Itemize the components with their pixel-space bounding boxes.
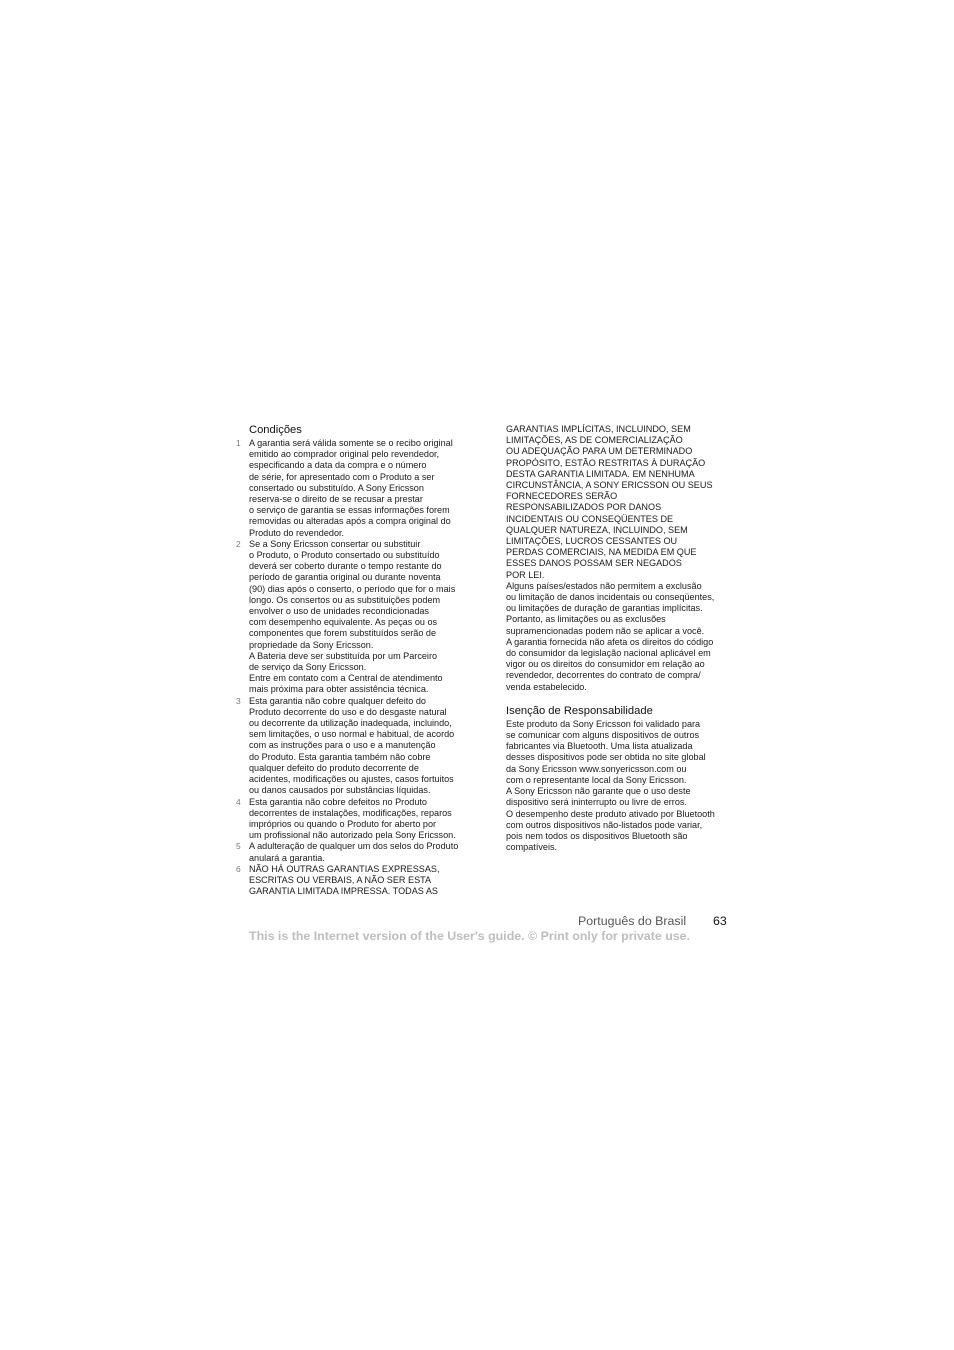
text-line: do consumidor da legislação nacional aplicável em: [506, 648, 711, 659]
text-line: mais próxima para obter assistência técnica.: [249, 684, 429, 695]
text-line: Esta garantia não cobre defeitos no Produto: [249, 796, 427, 807]
text-line: emitido ao comprador original pelo revendedor,: [249, 449, 440, 460]
text-line: dispositivo será ininterrupto ou livre de erros.: [506, 797, 687, 808]
text-line: com outros dispositivos não-listados pode variar,: [506, 819, 703, 830]
text-line: Se a Sony Ericsson consertar ou substituir: [249, 538, 421, 549]
condition-item-4: [236, 797, 476, 842]
item-number: 4: [236, 796, 241, 807]
item-number: 6: [236, 863, 241, 874]
section-heading-disclaimer: Isenção de Responsabilidade: [506, 704, 653, 717]
text-line: ou decorrente da utilização inadequada, incluindo,: [249, 718, 452, 729]
condition-item-2: [236, 539, 476, 696]
condition-item-3: [236, 696, 476, 797]
item-number: 1: [236, 438, 241, 448]
text-line: ESCRITAS OU VERBAIS, A NÃO SER ESTA: [249, 874, 432, 885]
text-line: período de garantia original ou durante noventa: [249, 572, 441, 583]
text-line: propriedade da Sony Ericsson.: [249, 639, 374, 650]
text-line: RESPONSABILIZADOS POR DANOS: [506, 502, 662, 513]
conditions-list: [236, 438, 476, 897]
text-line: PERDAS COMERCIAIS, NA MEDIDA EM QUE: [506, 547, 697, 558]
text-line: (90) dias após o conserto, o período que for o mais: [249, 583, 456, 594]
text-line: com desempenho equivalente. As peças ou os: [249, 617, 438, 628]
text-line: componentes que forem substituídos serão de: [249, 628, 437, 639]
condition-item-1: [236, 438, 476, 539]
warranty-continuation-paragraph: [506, 424, 734, 581]
text-line: QUALQUER NATUREZA, INCLUINDO, SEM: [506, 524, 688, 535]
text-line: GARANTIAS IMPLÍCITAS, INCLUINDO, SEM: [506, 424, 691, 434]
footer-language: Português do Brasil: [578, 914, 687, 928]
text-line: desses dispositivos pode ser obtida no site global: [506, 752, 706, 763]
item-number: 3: [236, 695, 241, 706]
text-line: se comunicar com alguns dispositivos de outros: [506, 730, 700, 741]
text-line: Entre em contato com a Central de atendimento: [249, 673, 443, 684]
text-line: da Sony Ericsson www.sonyericsson.com ou: [506, 763, 687, 774]
text-line: A garantia fornecida não afeta os direitos do código: [506, 636, 714, 647]
text-line: anulará a garantia.: [249, 852, 325, 863]
text-line: Esta garantia não cobre qualquer defeito do: [249, 695, 426, 706]
text-line: ou limitação de danos incidentais ou conseqüentes,: [506, 592, 715, 603]
text-line: um profissional não autorizado pela Sony Ericsson.: [249, 830, 456, 841]
condition-item-6: [236, 864, 476, 898]
text-line: com as instruções para o uso e a manutenção: [249, 740, 436, 751]
disclaimer-paragraph: [506, 719, 734, 853]
text-line: acidentes, modificações ou ajustes, casos fortuitos: [249, 774, 454, 785]
text-line: o serviço de garantia se essas informações forem: [249, 505, 450, 516]
text-line: envolver o uso de unidades recondicionadas: [249, 606, 429, 617]
text-line: vigor ou os direitos do consumidor em relação ao: [506, 659, 705, 670]
text-line: consertado ou substituído. A Sony Ericsson: [249, 482, 424, 493]
text-line: deverá ser coberto durante o tempo restante do: [249, 561, 442, 572]
item-number: 2: [236, 538, 241, 549]
text-line: o Produto, o Produto consertado ou substituído: [249, 550, 440, 561]
text-line: longo. Os consertos ou as substituições podem: [249, 594, 441, 605]
text-line: decorrentes de instalações, modificações, reparos: [249, 807, 452, 818]
text-line: com o representante local da Sony Ericsson.: [506, 774, 687, 785]
text-line: pois nem todos os dispositivos Bluetooth são: [506, 830, 688, 841]
text-line: especificando a data da compra e o número: [249, 460, 427, 471]
text-line: A garantia será válida somente se o recibo original: [249, 438, 453, 448]
text-line: CIRCUNSTÂNCIA, A SONY ERICSSON OU SEUS: [506, 480, 713, 491]
text-line: PROPÓSITO, ESTÃO RESTRITAS À DURAÇÃO: [506, 457, 706, 468]
text-line: LIMITAÇÕES, LUCROS CESSANTES OU: [506, 536, 678, 547]
text-line: A Sony Ericsson não garante que o uso deste: [506, 786, 691, 797]
text-line: DESTA GARANTIA LIMITADA. EM NENHUMA: [506, 468, 695, 479]
text-line: OU ADEQUAÇÃO PARA UM DETERMINADO: [506, 446, 693, 457]
text-line: NÃO HÁ OUTRAS GARANTIAS EXPRESSAS,: [249, 863, 440, 874]
text-line: ou limitações de duração de garantias implícitas.: [506, 603, 703, 614]
text-line: ou danos causados por substâncias líquidas.: [249, 785, 431, 796]
text-line: GARANTIA LIMITADA IMPRESSA. TODAS AS: [249, 886, 438, 897]
text-line: Portanto, as limitações ou as exclusões: [506, 614, 666, 625]
text-line: de serviço da Sony Ericsson.: [249, 662, 367, 673]
text-line: supramencionadas podem não se aplicar a você.: [506, 625, 705, 636]
text-line: venda estabelecido.: [506, 681, 587, 692]
condition-item-5: [236, 841, 476, 863]
text-line: revendedor, decorrentes do contrato de compra/: [506, 670, 701, 681]
left-column: [236, 424, 476, 897]
text-line: Produto do revendedor.: [249, 527, 345, 538]
right-column: [506, 424, 734, 853]
section-heading-conditions: Condições: [249, 424, 302, 436]
text-line: FORNECEDORES SERÃO: [506, 491, 618, 502]
text-line: Este produto da Sony Ericsson foi validado para: [506, 718, 701, 729]
text-line: A Bateria deve ser substituída por um Parceiro: [249, 650, 438, 661]
page-number: 63: [713, 914, 727, 928]
text-line: sem limitações, o uso normal e habitual, de acordo: [249, 729, 455, 740]
section-gap: [506, 693, 734, 705]
text-line: removidas ou alteradas após a compra original do: [249, 516, 451, 527]
text-line: LIMITAÇÕES, AS DE COMERCIALIZAÇÃO: [506, 435, 683, 446]
item-number: 5: [236, 841, 241, 852]
text-line: Produto decorrente do uso e do desgaste natural: [249, 706, 447, 717]
text-line: A adulteração de qualquer um dos selos do Produto: [249, 841, 459, 852]
text-line: reserva-se o direito de se recusar a prestar: [249, 494, 423, 505]
text-line: fabricantes via Bluetooth. Uma lista atualizada: [506, 741, 693, 752]
text-line: Alguns países/estados não permitem a exclusão: [506, 580, 702, 591]
text-line: compatíveis.: [506, 842, 558, 853]
text-line: do Produto. Esta garantia também não cobre: [249, 751, 431, 762]
text-line: POR LEI.: [506, 569, 545, 580]
text-line: ESSES DANOS POSSAM SER NEGADOS: [506, 558, 682, 569]
footer-internet-version-note: This is the Internet version of the User's guide. © Print only for private use.: [249, 929, 691, 943]
text-line: impróprios ou quando o Produto for aberto por: [249, 818, 437, 829]
exclusions-paragraph: [506, 581, 734, 693]
text-line: qualquer defeito do produto decorrente de: [249, 762, 419, 773]
text-line: de série, for apresentado com o Produto a ser: [249, 471, 435, 482]
text-line: O desempenho deste produto ativado por Bluetooth: [506, 808, 715, 819]
text-line: INCIDENTAIS OU CONSEQÜENTES DE: [506, 513, 674, 524]
